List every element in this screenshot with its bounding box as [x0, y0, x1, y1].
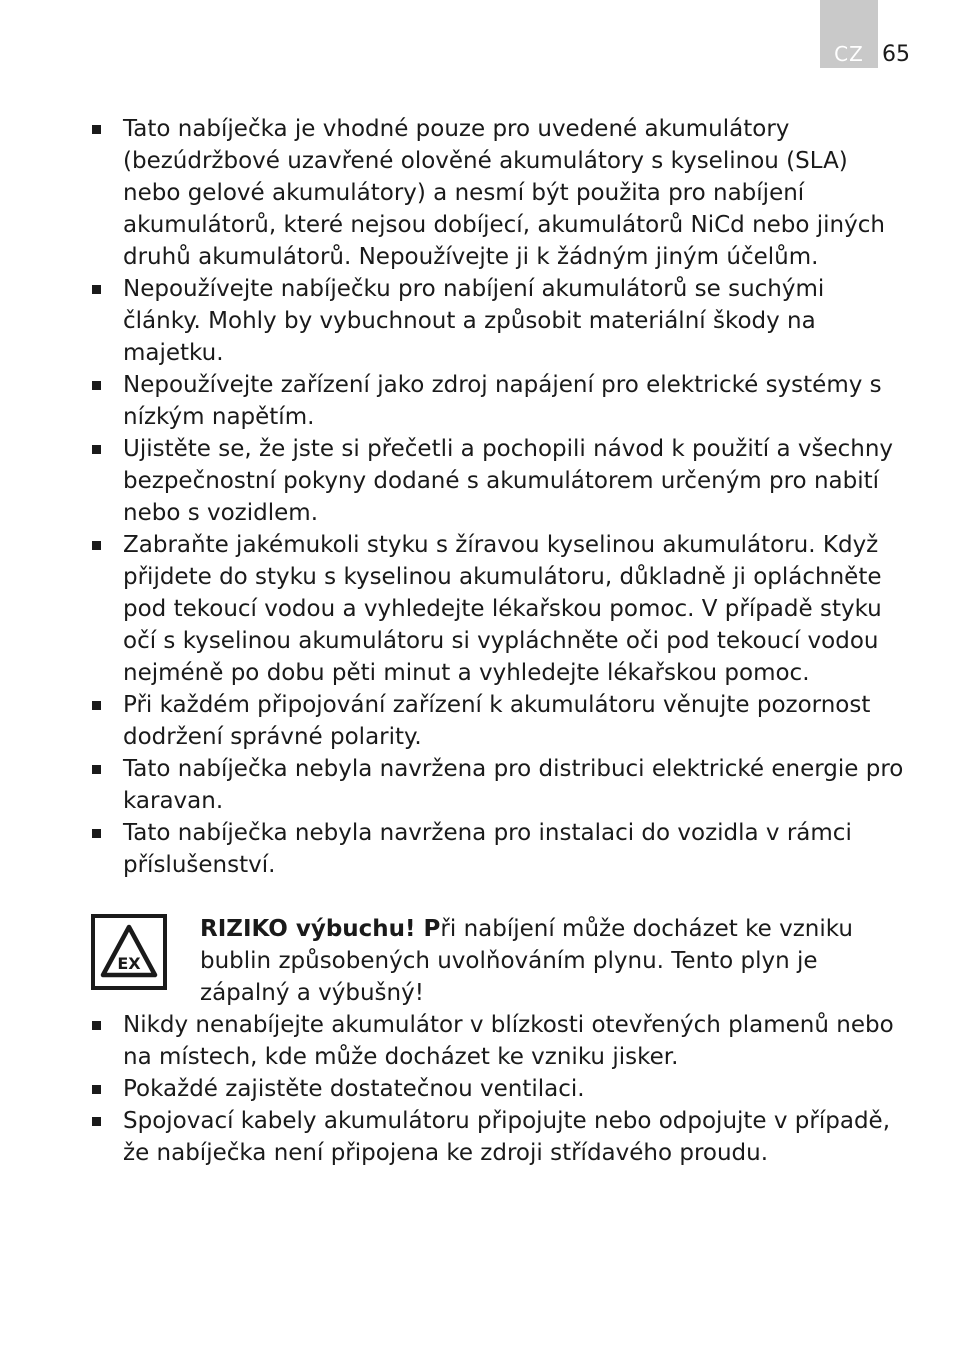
ex-icon-text: EX: [117, 954, 141, 973]
bullet-square-icon: [92, 125, 101, 134]
bullet-square-icon: [92, 541, 101, 550]
list-item: [91, 273, 906, 369]
bullet-square-icon: [92, 445, 101, 454]
list-item-text: Tato nabíječka je vhodné pouze pro uvedené akumulátory (bezúdržbové uzavřené olověné akumulátory s kyselinou (SLA) nebo gelové akumulátory) a nesmí být použita pro nabíjení akumulátorů, které nejsou dobíjecí, akumulátorů NiCd nebo jiných druhů akumulátorů. Nepoužívejte ji k žádným jiným účelům.: [123, 116, 885, 270]
list-item: [91, 1105, 906, 1169]
list-item: [91, 753, 906, 817]
list-item: [91, 817, 906, 881]
list-item-text: Pokaždé zajistěte dostatečnou ventilaci.: [123, 1076, 585, 1102]
list-item: [91, 1073, 906, 1105]
bullet-square-icon: [92, 285, 101, 294]
list-item-text: Spojovací kabely akumulátoru připojujte nebo odpojujte v případě, že nabíječka není připojena ke zdroji střídavého proudu.: [123, 1108, 891, 1166]
bullet-list-bottom: [91, 1009, 906, 1169]
bullet-square-icon: [92, 1117, 101, 1126]
language-tab: [820, 0, 878, 68]
list-item-text: Při každém připojování zařízení k akumulátoru věnujte pozornost dodržení správné polarity.: [123, 692, 871, 750]
list-item-text: Ujistěte se, že jste si přečetli a pochopili návod k použití a všechny bezpečnostní pokyny dodané s akumulátorem určeným pro nabití nebo s vozidlem.: [123, 436, 894, 526]
bullet-square-icon: [92, 701, 101, 710]
list-item-text: Tato nabíječka nebyla navržena pro distribuci elektrické energie pro karavan.: [123, 756, 904, 814]
explosion-hazard-ex-icon: [91, 914, 167, 990]
page-number: 65: [882, 42, 910, 67]
warning-title: RIZIKO výbuchu! P: [200, 916, 441, 942]
list-item-text: Tato nabíječka nebyla navržena pro instalaci do vozidla v rámci příslušenství.: [123, 820, 852, 878]
bullet-square-icon: [92, 381, 101, 390]
list-item: [91, 529, 906, 689]
bullet-square-icon: [92, 829, 101, 838]
warning-text: ři nabíjení může docházet ke vzniku bublin způsobených uvolňováním plynu. Tento plyn je zápalný a výbušný!: [200, 916, 853, 1006]
list-item: [91, 689, 906, 753]
bullet-square-icon: [92, 1085, 101, 1094]
bullet-square-icon: [92, 1021, 101, 1030]
list-item-text: Nepoužívejte zařízení jako zdroj napájení pro elektrické systémy s nízkým napětím.: [123, 372, 882, 430]
explosion-warning: [91, 913, 906, 1009]
list-item: [91, 369, 906, 433]
list-item: [91, 433, 906, 529]
safety-instructions: [91, 113, 906, 1169]
list-item: [91, 1009, 906, 1073]
list-item-text: Nikdy nenabíjejte akumulátor v blízkosti otevřených plamenů nebo na místech, kde může docházet ke vzniku jisker.: [123, 1012, 894, 1070]
list-item: [91, 113, 906, 273]
list-item-text: Nepoužívejte nabíječku pro nabíjení akumulátorů se suchými články. Mohly by vybuchnout a způsobit materiální škody na majetku.: [123, 276, 825, 366]
bullet-square-icon: [92, 765, 101, 774]
bullet-list-top: [91, 113, 906, 881]
language-tab-label: CZ: [834, 42, 864, 66]
list-item-text: Zabraňte jakémukoli styku s žíravou kyselinou akumulátoru. Když přijdete do styku s kyselinou akumulátoru, důkladně ji opláchněte pod tekoucí vodou a vyhledejte lékařskou pomoc. V případě styku očí s kyselinou akumulátoru si vypláchněte oči pod tekoucí vodou nejméně po dobu pěti minut a vyhledejte lékařskou pomoc.: [123, 532, 882, 686]
